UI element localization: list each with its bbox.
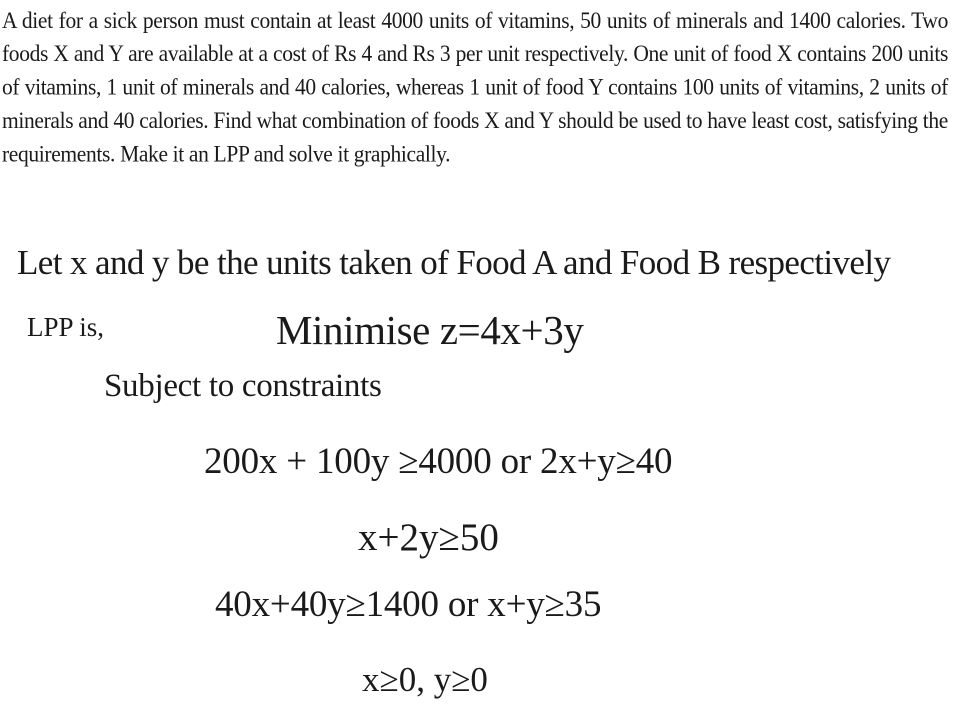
problem-statement: A diet for a sick person must contain at least 4000 units of vitamins, 50 units of minerals and 1400 calories. Two foods X and Y are available at a cost of Rs 4 and Rs 3 per unit respectively. One unit of food X contains 200 units of vitamins, 1 unit of minerals and 40 calories, whereas 1 unit of food Y contains 100 units of vitamins, 2 units of minerals and 40 calories. Find what combination of foods X and Y should be used to have least cost, satisfying the requirements. Make it an LPP and solve it graphically. <box>2 7 948 168</box>
constraint-calories: 40x+40y≥1400 or x+y≥35 <box>215 584 602 625</box>
constraint-vitamins: 200x + 100y ≥4000 or 2x+y≥40 <box>204 441 673 482</box>
objective-function: Minimise z=4x+3y <box>276 307 584 353</box>
variable-definition: Let x and y be the units taken of Food A and Food B respectively <box>17 243 891 282</box>
constraint-minerals: x+2y≥50 <box>358 516 499 559</box>
constraints-heading: Subject to constraints <box>104 368 382 404</box>
lpp-label: LPP is, <box>27 312 105 342</box>
constraint-nonnegativity: x≥0, y≥0 <box>362 660 488 699</box>
